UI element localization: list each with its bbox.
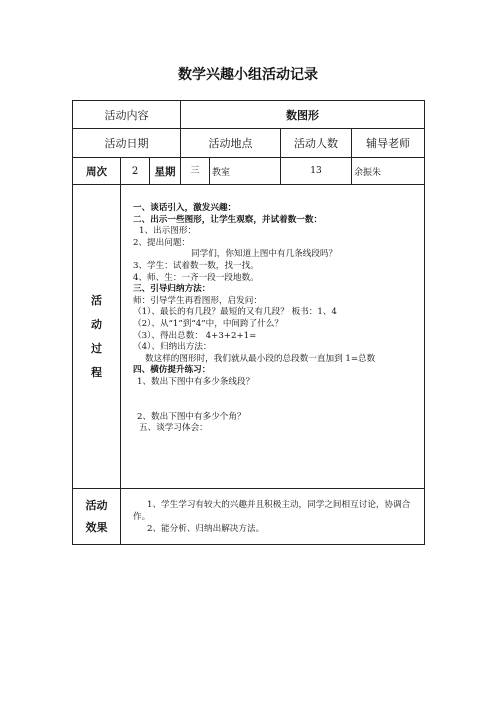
process-line: （1）、最长的有几段？最短的又有几段？ 板书：1、4 (133, 307, 337, 318)
teacher-value: 余振朱 (352, 158, 425, 185)
process-lines (133, 191, 420, 435)
effect-label-line1: 活动 (85, 498, 108, 512)
content-row (73, 101, 425, 129)
process-line: 2、提出问题： (133, 237, 191, 248)
process-line: 师：引导学生再看图形，启发问： (133, 295, 262, 306)
activity-record-table (72, 100, 425, 545)
process-line: 四、横仿提升练习： (133, 365, 211, 376)
process-line (133, 400, 420, 412)
effect-row (73, 489, 425, 545)
process-label-char: 活 (91, 293, 102, 307)
process-line: （3）、得出总数： 4+3+2+1= (133, 330, 257, 341)
effect-label-cell (73, 489, 121, 545)
place-label: 活动地点 (181, 129, 281, 158)
effect-body (121, 489, 425, 545)
process-line: 一、谈话引入，激发兴趣： (133, 203, 237, 213)
process-line: 五、谈学习体会： (139, 423, 208, 434)
page-title: 数学兴趣小组活动记录 (178, 67, 318, 83)
process-row (73, 185, 425, 489)
process-line: （2）、从“1”到“4”中，中间跨了什么？ (133, 318, 283, 329)
content-label: 活动内容 (73, 101, 181, 129)
process-line: 1、出示图形： (139, 226, 197, 237)
effect-line2: 2、能分析、归纳出解决方法。 (147, 523, 265, 534)
weekday-value: 三 (181, 158, 210, 184)
date-label: 活动日期 (73, 129, 181, 158)
count-value: 13 (281, 158, 352, 185)
place-value: 教室 (212, 167, 231, 178)
process-line: 2、数出下图中有多少个角？ (137, 411, 246, 422)
process-line: 3、学生：试着数一数，找一找。 (133, 260, 259, 271)
count-label: 活动人数 (281, 129, 352, 158)
process-label-cell (73, 185, 121, 489)
process-line: 数这样的图形时，我们就从最小段的总段数一直加到 1=总数 (145, 353, 376, 364)
process-line: （4）、归纳出方法： (133, 342, 212, 353)
process-line: 三、引导归纳方法： (133, 284, 211, 295)
process-body (121, 185, 425, 489)
process-label-char: 动 (91, 317, 102, 331)
week-label: 周次 (73, 158, 121, 185)
effect-line1: 1、学生学习有较大的兴趣并且积极主动，同学之间相互讨论，协调合作。 (133, 499, 411, 522)
process-line: 同学们，你知道上图中有几条线段吗？ (191, 249, 338, 260)
process-line (133, 389, 420, 401)
process-line: 二、出示一些图形，让学生观察，并试着数一数： (133, 214, 323, 225)
teacher-label: 辅导老师 (352, 129, 425, 158)
process-line: 4、师、生：一齐一段一段地数。 (133, 272, 259, 283)
weekday-place-cell (181, 158, 281, 185)
weekday-label: 星期 (150, 158, 181, 185)
process-label-char: 程 (91, 365, 102, 379)
week-value: 2 (121, 158, 150, 185)
process-label (73, 289, 120, 385)
content-value: 数图形 (181, 101, 425, 129)
effect-label-line2: 效果 (85, 520, 108, 534)
process-label-char: 过 (91, 341, 102, 355)
process-line: 1、数出下图中有多少条线段？ (137, 376, 255, 387)
info-row (73, 158, 425, 185)
header-labels-row (73, 129, 425, 158)
